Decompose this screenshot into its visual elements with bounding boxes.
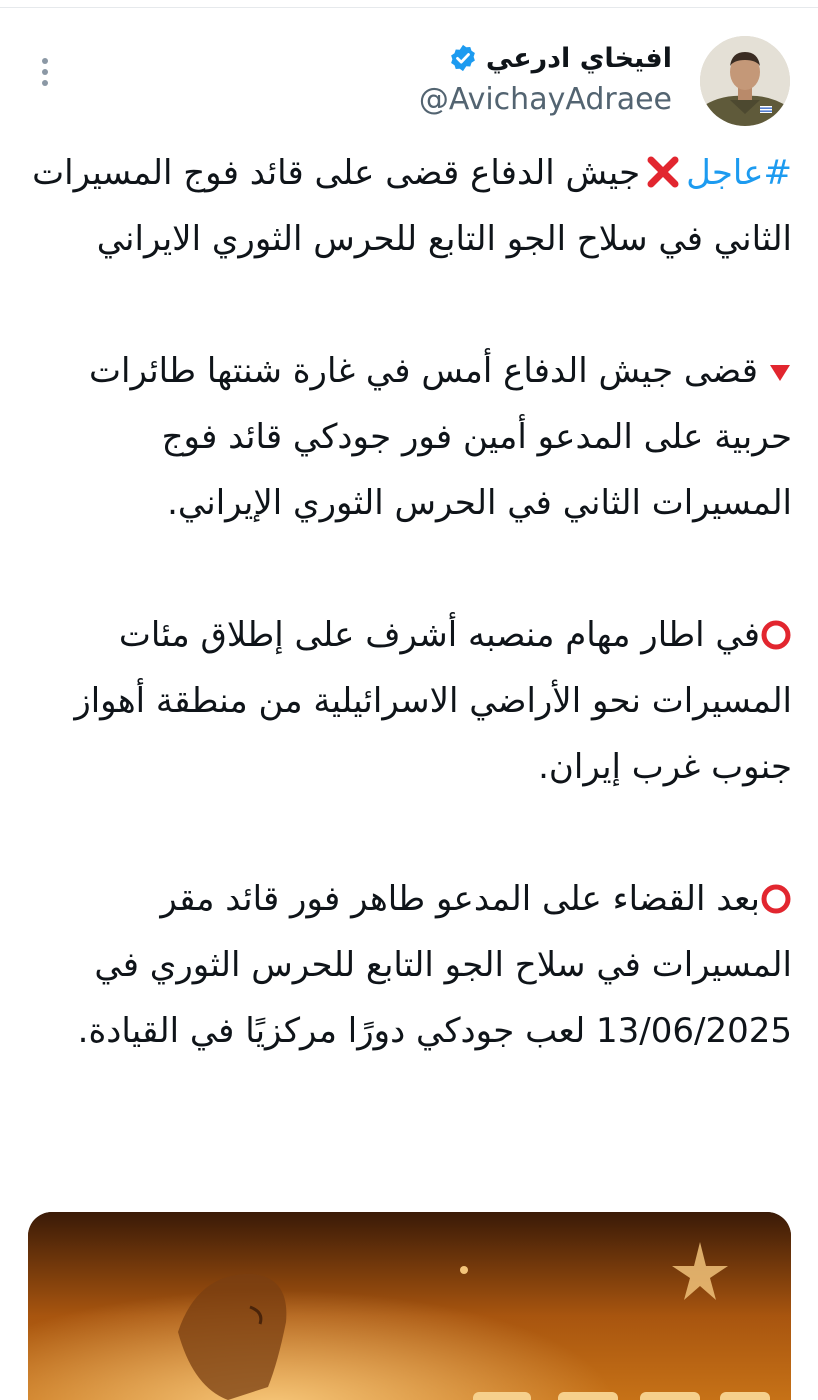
tweet-paragraph-1-text: جيش الدفاع قضى على قائد فوج المسيرات الثاني في سلاح الجو التابع للحرس الثوري الايراني <box>32 153 792 259</box>
tweet-paragraph-3-text: في اطار مهام منصبه أشرف على إطلاق مئات المسيرات نحو الأراضي الاسرائيلية من منطقة أهواز جنوب غرب إيران. <box>74 615 792 787</box>
tweet-header <box>0 30 818 130</box>
paragraph-gap <box>28 800 792 866</box>
tweet-paragraph-2-text: قضى جيش الدفاع أمس في غارة شنتها طائرات حربية على المدعو أمين فور جودكي قائد فوج المسيرات الثاني في الحرس الثوري الإيراني. <box>88 351 792 523</box>
verified-badge-icon <box>448 43 478 73</box>
tweet-media-image[interactable] <box>28 1212 791 1400</box>
paragraph-gap <box>28 272 792 338</box>
hashtag-link[interactable]: #عاجل <box>686 153 792 193</box>
tweet-paragraph-1 <box>28 140 792 272</box>
tweet-paragraph-3 <box>28 602 792 800</box>
tweet-text <box>28 140 792 1064</box>
tweet-paragraph-4-text: بعد القضاء على المدعو طاهر فور قائد مقر المسيرات في سلاح الجو التابع للحرس الثوري في 13/06/2025 لعب جودكي دورًا مركزيًا في القيادة. <box>77 879 792 1051</box>
tweet-paragraph-4 <box>28 866 792 1064</box>
tweet-paragraph-2 <box>28 338 792 536</box>
paragraph-gap <box>28 536 792 602</box>
red-triangle-icon <box>768 360 792 384</box>
top-divider <box>0 7 818 8</box>
author-names <box>419 36 672 117</box>
red-circle-icon <box>760 619 792 651</box>
cross-mark-icon <box>646 155 680 189</box>
more-vertical-icon[interactable] <box>34 56 56 90</box>
author-handle[interactable]: @AvichayAdraee <box>418 82 672 117</box>
avatar[interactable] <box>700 36 790 126</box>
display-name-row[interactable] <box>419 36 672 80</box>
display-name: افيخاي ادرعي <box>485 42 672 74</box>
red-circle-icon <box>760 883 792 915</box>
